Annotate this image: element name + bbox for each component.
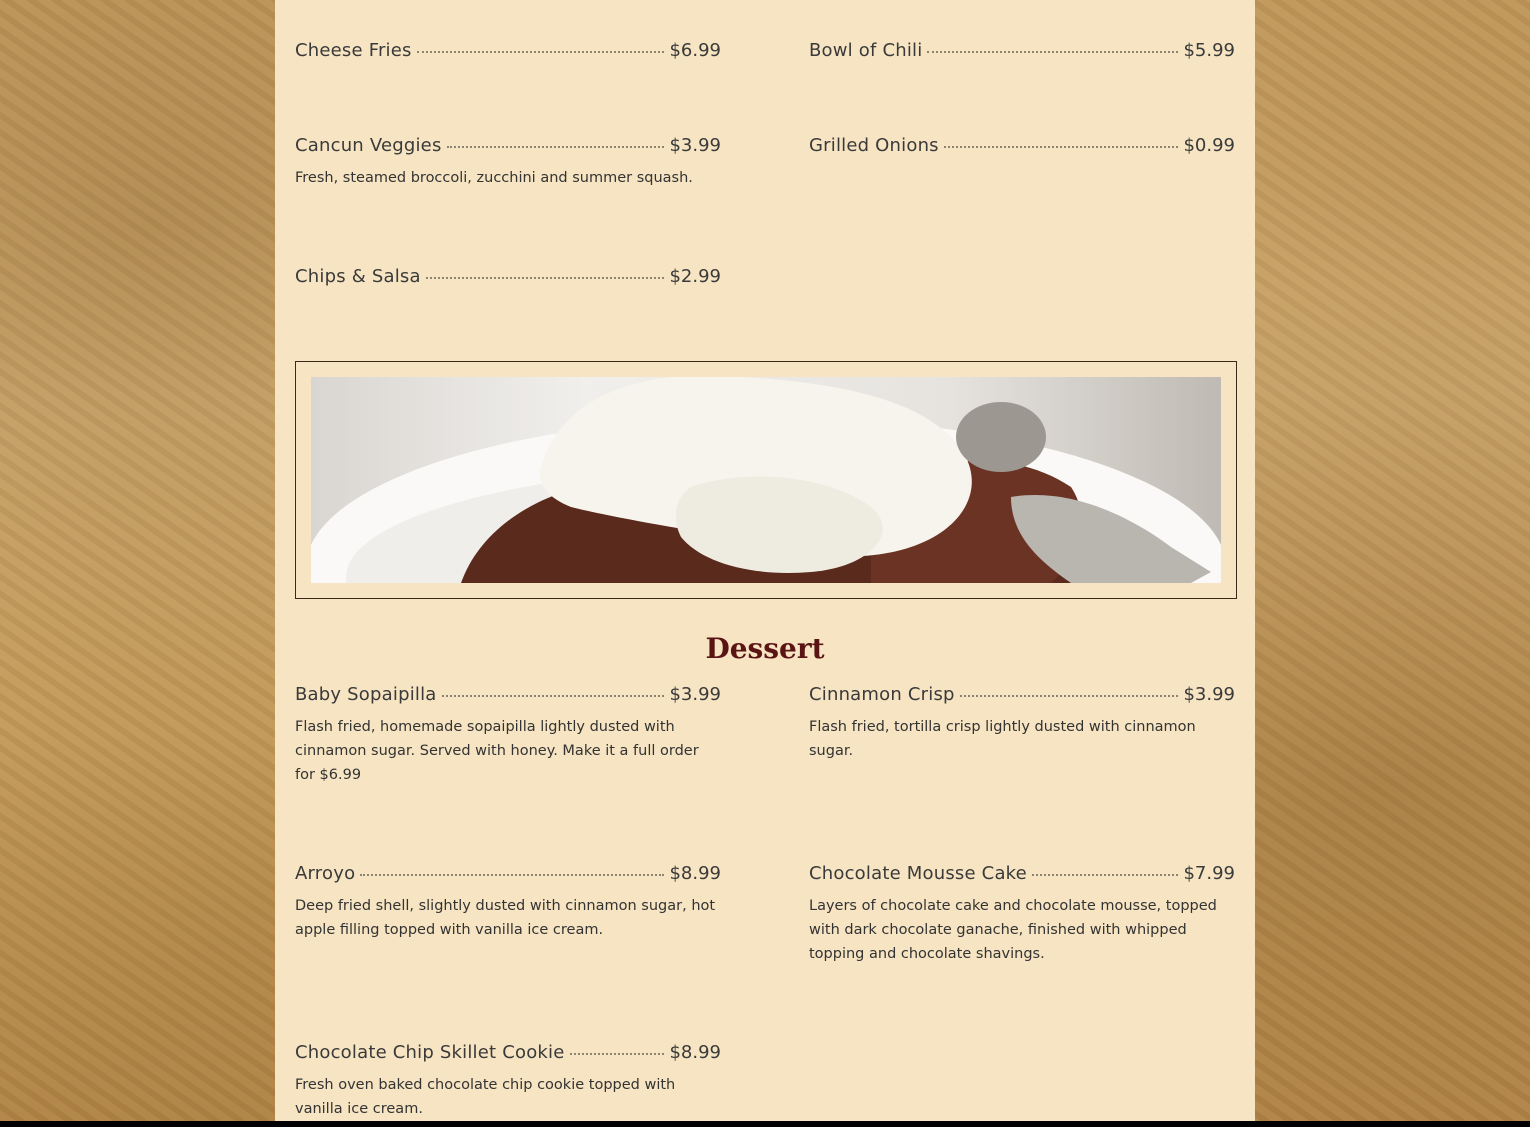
dessert-photo [311, 377, 1221, 583]
item-price: $6.99 [669, 40, 721, 61]
item-name: Bowl of Chili [809, 40, 923, 61]
bottom-edge [0, 1121, 1530, 1127]
item-name: Cinnamon Crisp [809, 684, 955, 705]
menu-item [295, 135, 721, 190]
item-name: Cancun Veggies [295, 135, 442, 156]
item-name: Arroyo [295, 863, 356, 884]
item-price: $2.99 [669, 266, 721, 287]
item-name: Chocolate Chip Skillet Cookie [295, 1042, 565, 1063]
dessert-illustration [311, 377, 1221, 583]
item-price: $3.99 [669, 135, 721, 156]
item-price: $0.99 [1183, 135, 1235, 156]
menu-item [809, 40, 1235, 61]
item-price: $8.99 [669, 863, 721, 884]
item-price: $7.99 [1183, 863, 1235, 884]
menu-item [809, 135, 1235, 156]
item-price: $5.99 [1183, 40, 1235, 61]
dessert-photo-frame [295, 361, 1237, 599]
item-price: $8.99 [669, 1042, 721, 1063]
item-description: Fresh, steamed broccoli, zucchini and summer squash. [295, 170, 693, 186]
menu-item [295, 266, 721, 287]
item-description: Flash fried, tortilla crisp lightly dusted with cinnamon sugar. [809, 719, 1196, 759]
item-name: Baby Sopaipilla [295, 684, 437, 705]
section-title-dessert: Dessert [705, 632, 825, 665]
item-description: Deep fried shell, slightly dusted with cinnamon sugar, hot apple filling topped with vanilla ice cream. [295, 898, 716, 938]
menu-item [809, 684, 1235, 763]
menu-item [809, 863, 1235, 966]
menu-item [295, 1042, 721, 1121]
menu-item [295, 684, 721, 787]
menu-item [295, 863, 721, 942]
item-description: Fresh oven baked chocolate chip cookie topped with vanilla ice cream. [295, 1077, 676, 1117]
item-description: Flash fried, homemade sopaipilla lightly dusted with cinnamon sugar. Served with honey. Make it a full order for $6.99 [295, 719, 699, 783]
item-name: Cheese Fries [295, 40, 412, 61]
menu-item [295, 40, 721, 61]
item-description: Layers of chocolate cake and chocolate mousse, topped with dark chocolate ganache, finished with whipped topping and chocolate shavings. [809, 898, 1217, 962]
item-name: Grilled Onions [809, 135, 939, 156]
item-name: Chocolate Mousse Cake [809, 863, 1027, 884]
item-price: $3.99 [669, 684, 721, 705]
item-price: $3.99 [1183, 684, 1235, 705]
item-name: Chips & Salsa [295, 266, 421, 287]
